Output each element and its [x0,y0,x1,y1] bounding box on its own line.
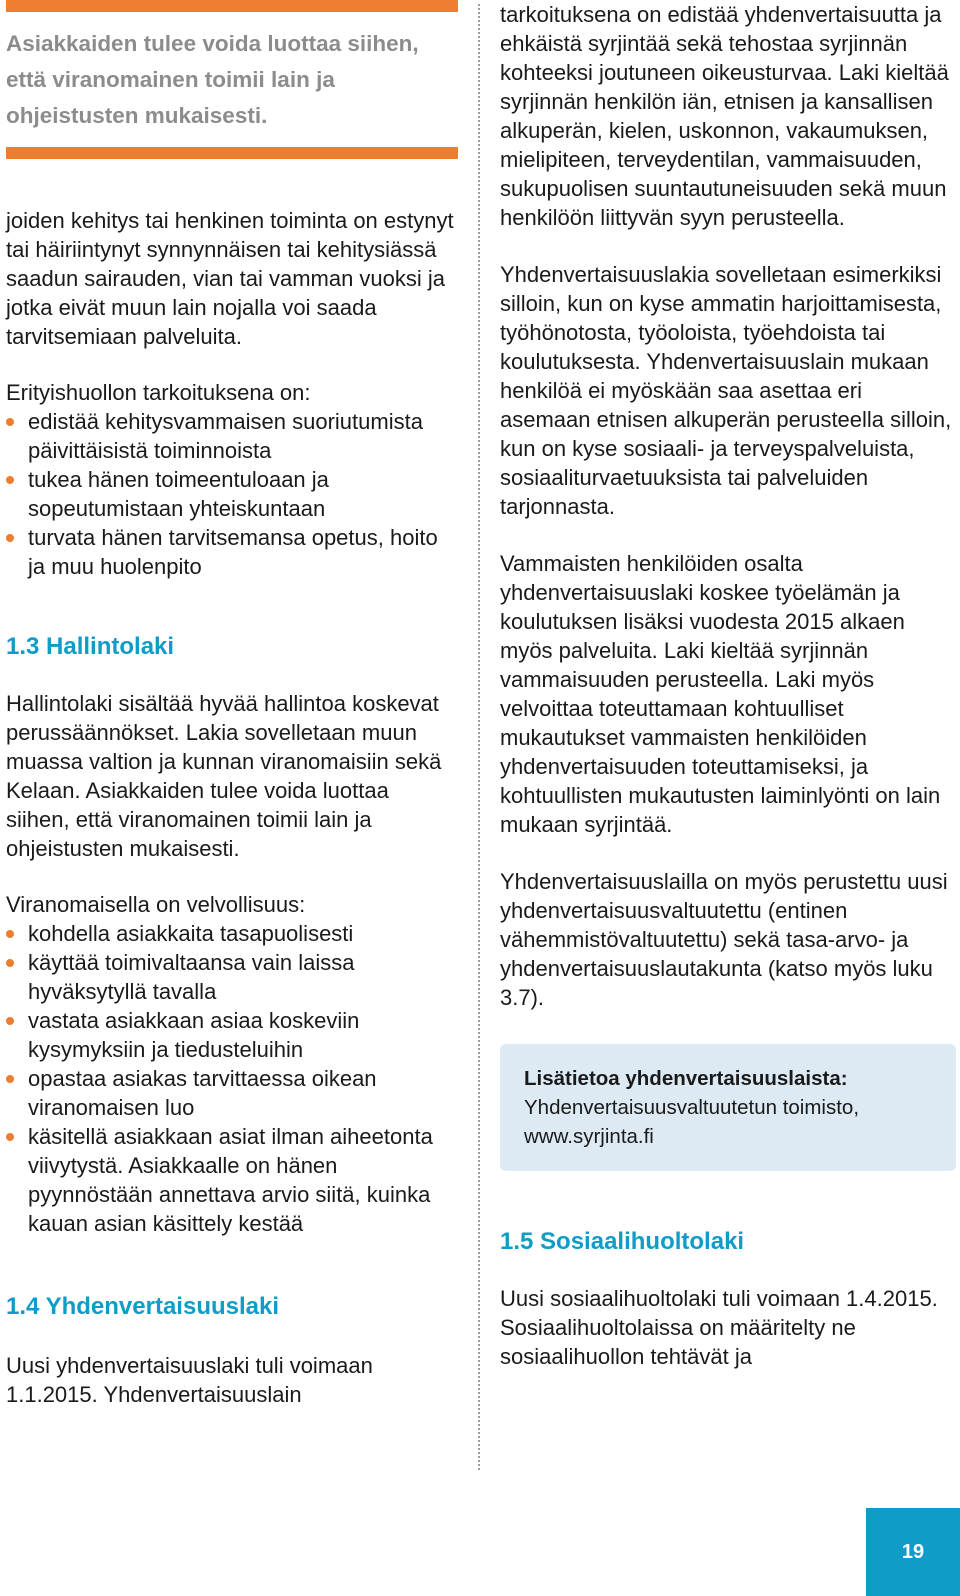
column-divider [478,4,480,1470]
info-box-link[interactable]: www.syrjinta.fi [524,1125,654,1148]
special-care-list-intro: Erityishuollon tarkoituksena on: [6,380,311,405]
equality-purpose-paragraph: tarkoituksena on edistää yhdenvertaisuutta ja ehkäistä syrjintää sekä tehostaa syrjinnän kohteeksi joutuneen oikeusturvaa. Laki kieltää syrjinnän henkilön iän, etnisen ja kansallisen alkuperän, kielen, uskonnon, vakaumuksen, mielipiteen, terveydentilan, vammaisuuden, sukupuolisen suuntautuneisuuden sekä muun henkilöön liittyvän syyn perusteella. [500,2,949,230]
authority-duties-intro: Viranomaisella on velvollisuus: [6,892,306,917]
info-box-title: Lisätietoa yhdenvertaisuuslaista: [524,1067,848,1090]
info-box-office: Yhdenvertaisuusvaltuutetun toimisto, [524,1096,860,1119]
heading-sosiaalihuoltolaki: 1.5 Sosiaalihuoltolaki [500,1228,745,1255]
list-item: vastata asiakkaan asiaa koskeviin kysymyksiin ja tiedusteluihin [6,1006,458,1064]
list-item: käsitellä asiakkaan asiat ilman aiheetonta viivytystä. Asiakkaalle on hänen pyynnöstään annettava arvio siitä, kuinka kauan asian käsittely kestää [6,1122,458,1238]
disability-equality-paragraph: Vammaisten henkilöiden osalta yhdenvertaisuuslaki koskee työelämän ja koulutuksen lisäksi vuodesta 2015 alkaen myös palveluita. Laki kieltää syrjinnän vammaisuuden perusteella. Laki myös velvoittaa toteuttamaan kohtuulliset mukautukset vammaisten henkilöiden yhdenvertaisuuden toteuttamiseksi, ja kohtuullisten mukautusten laiminlyönti on lain mukaan syrjintää. [500,551,941,837]
list-item: kohdella asiakkaita tasapuolisesti [6,919,458,948]
special-care-list [6,407,458,581]
left-column [6,0,458,1409]
list-item: tukea hänen toimeentuloaan ja sopeutumistaan yhteiskuntaan [6,465,458,523]
list-item: turvata hänen tarvitsemansa opetus, hoito ja muu huolenpito [6,523,458,581]
heading-yhdenvertaisuuslaki: 1.4 Yhdenvertaisuuslaki [6,1293,280,1320]
pullquote-bottom-rule [6,147,458,159]
right-column [500,0,956,1371]
intro-paragraph: joiden kehitys tai henkinen toiminta on estynyt tai häiriintynyt synnynnäisen tai kehitysiässä saadun sairauden, vian tai vamman vuoksi ja jotka eivät muun lain nojalla voi saada tarvitsemiaan palveluita. [6,208,454,349]
authority-duties-list [6,919,458,1238]
list-item: käyttää toimivaltaansa vain laissa hyväksytyllä tavalla [6,948,458,1006]
heading-hallintolaki: 1.3 Hallintolaki [6,633,175,660]
ombudsman-paragraph: Yhdenvertaisuuslailla on myös perustettu uusi yhdenvertaisuusvaltuutettu (entinen vähemmistövaltuutettu) sekä tasa-arvo- ja yhdenvertaisuuslautakunta (katso myös luku 3.7). [500,869,948,1010]
list-item: edistää kehitysvammaisen suoriutumista päivittäisistä toiminnoista [6,407,458,465]
info-box [500,1044,956,1171]
yhdenvertaisuuslaki-paragraph: Uusi yhdenvertaisuuslaki tuli voimaan 1.1.2015. Yhdenvertaisuuslain [6,1353,373,1407]
pullquote-top-rule [6,0,458,12]
sosiaalihuoltolaki-paragraph: Uusi sosiaalihuoltolaki tuli voimaan 1.4.2015. Sosiaalihuoltolaissa on määritelty ne sosiaalihuollon tehtävät ja [500,1286,938,1369]
list-item: opastaa asiakas tarvittaessa oikean viranomaisen luo [6,1064,458,1122]
page-number: 19 [866,1508,960,1596]
pullquote: Asiakkaiden tulee voida luottaa siihen, että viranomainen toimii lain ja ohjeistusten mukaisesti. [6,31,419,128]
equality-scope-paragraph: Yhdenvertaisuuslakia sovelletaan esimerkiksi silloin, kun on kyse ammatin harjoittamisesta, työhönotosta, työoloista, työehdoista tai koulutuksesta. Yhdenvertaisuuslain mukaan henkilöä ei myöskään saa asettaa eri asemaan etnisen alkuperän perusteella silloin, kun on kyse sosiaali- ja terveyspalveluista, sosiaaliturvaetuuksista tai palveluiden tarjonnasta. [500,262,952,519]
hallintolaki-paragraph: Hallintolaki sisältää hyvää hallintoa koskevat perussäännökset. Lakia sovelletaan muun muassa valtion ja kunnan viranomaisiin sekä Kelaan. Asiakkaiden tulee voida luottaa siihen, että viranomainen toimii lain ja ohjeistusten mukaisesti. [6,691,442,861]
